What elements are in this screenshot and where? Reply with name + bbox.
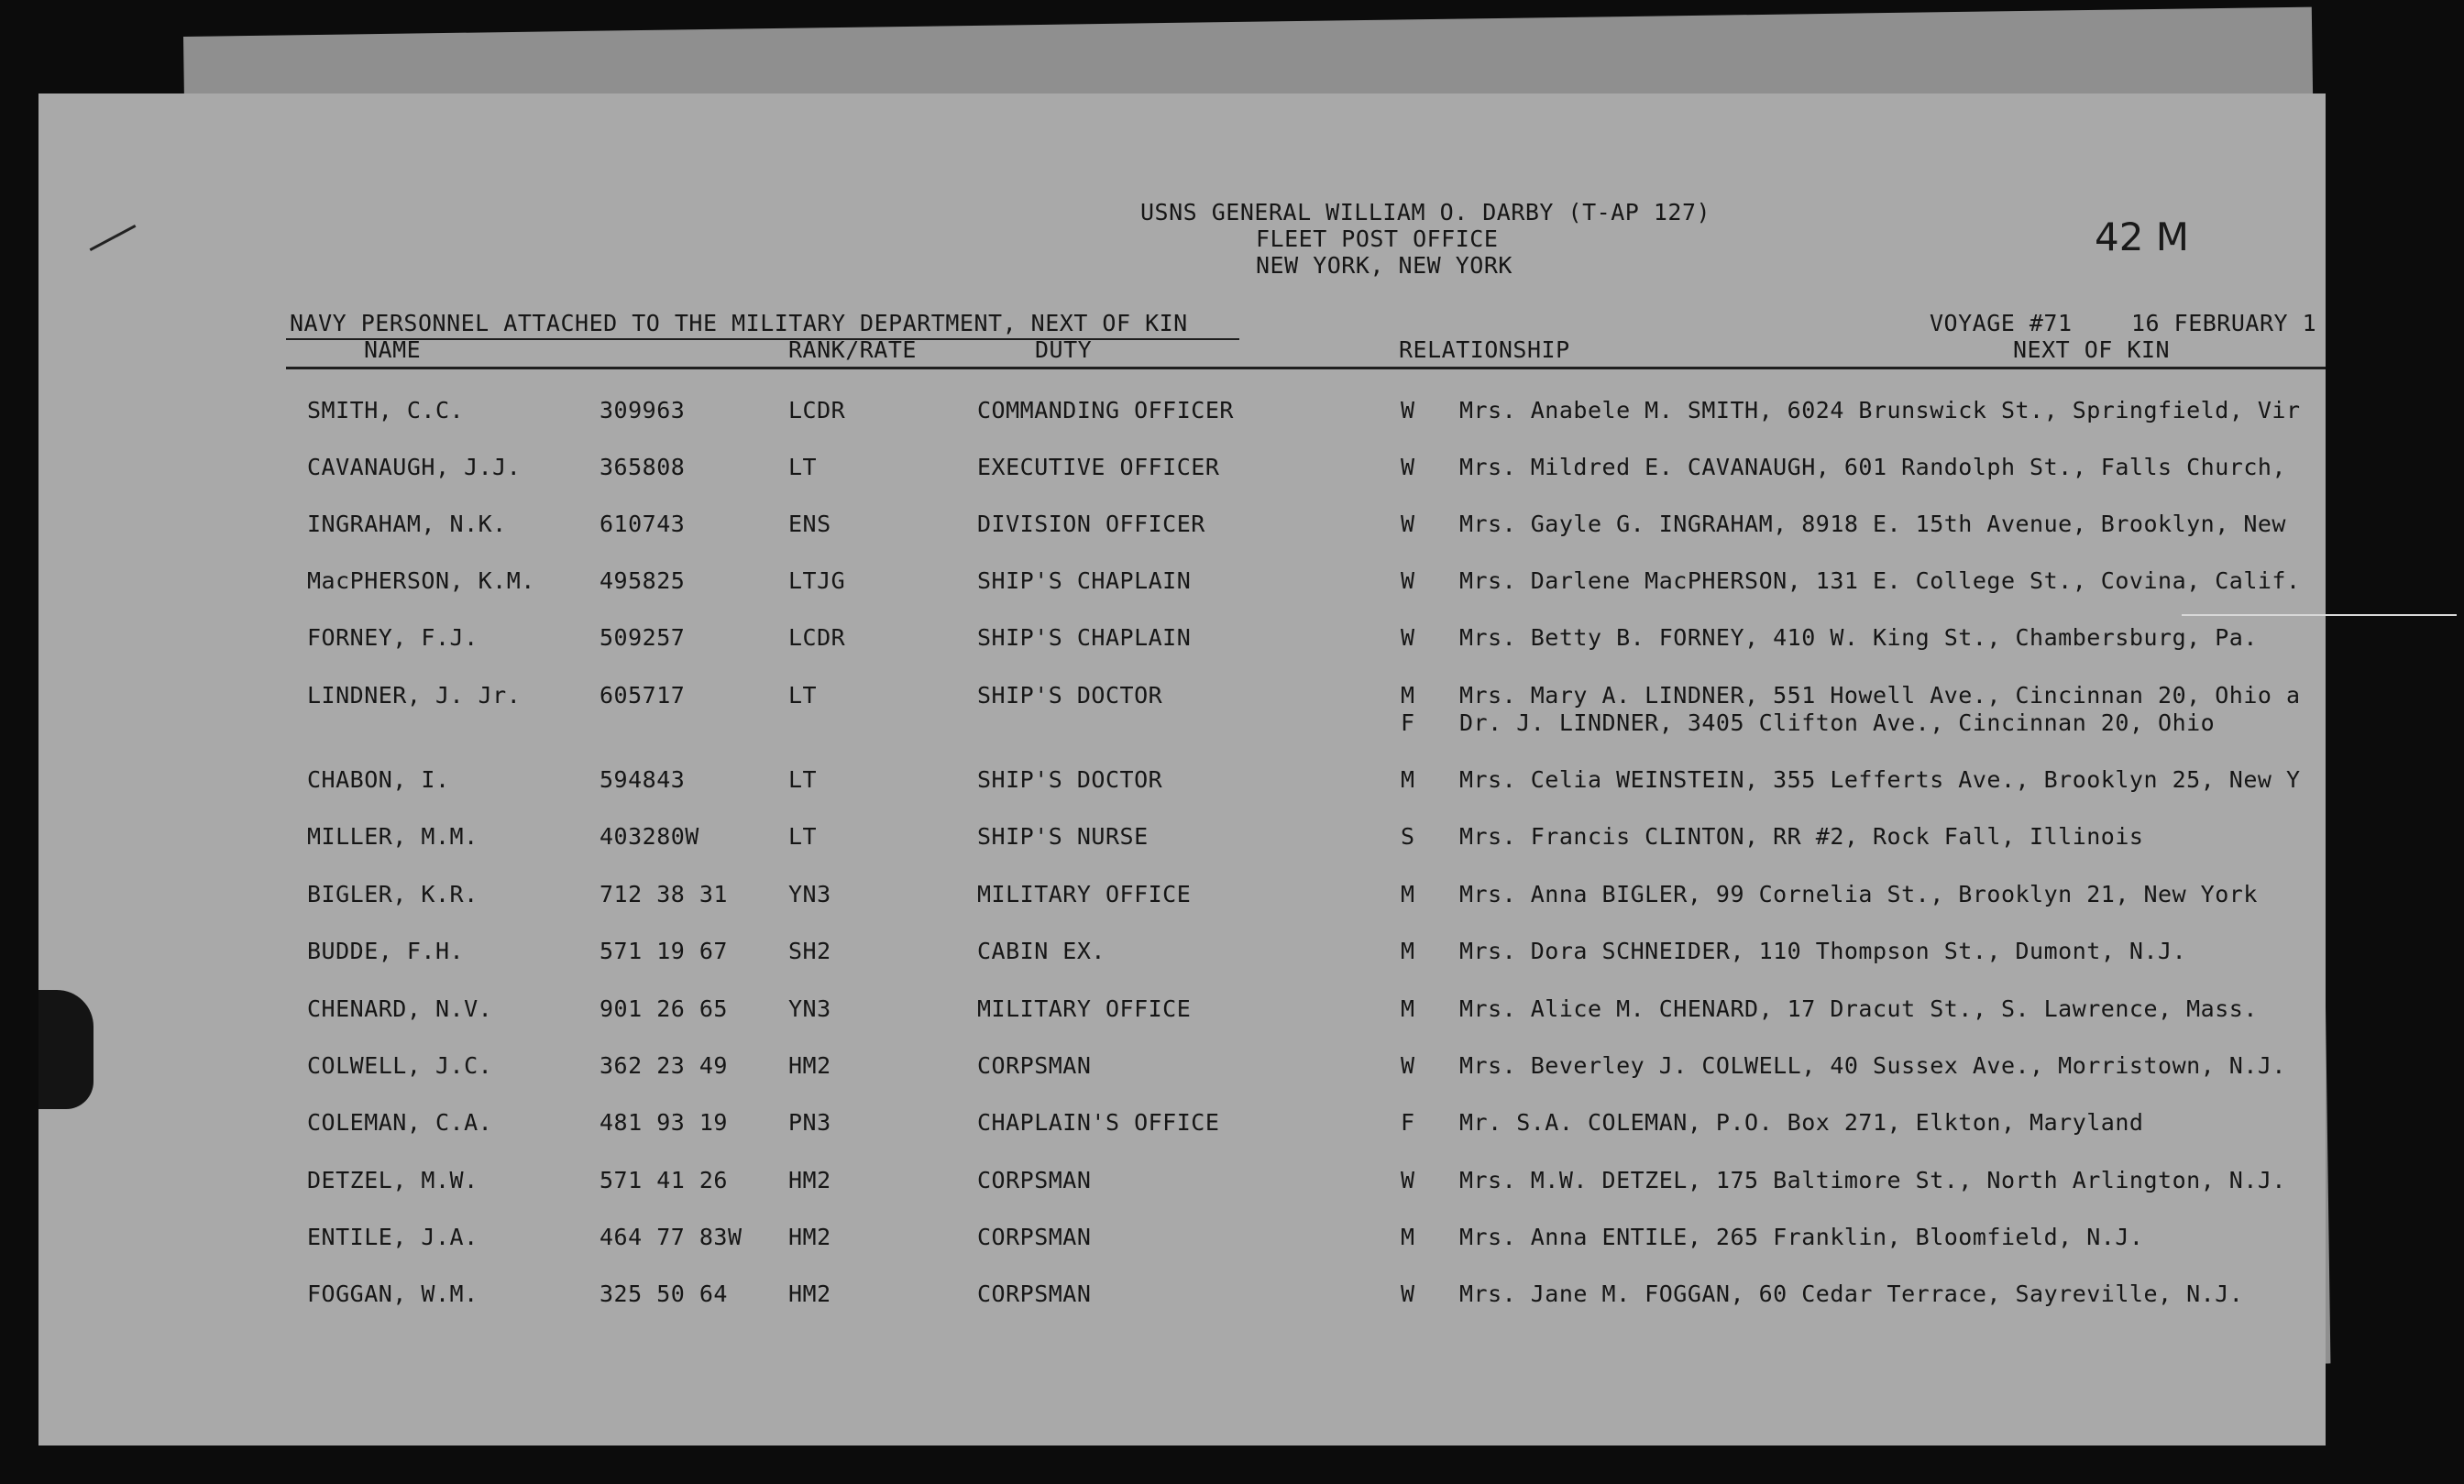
row-name: COLWELL, J.C. [307,1052,493,1079]
row-rank: LCDR [788,397,846,423]
row-name: MILLER, M.M. [307,823,478,850]
list-title: NAVY PERSONNEL ATTACHED TO THE MILITARY DEPARTMENT, NEXT OF KIN [290,310,1188,336]
row-duty: SHIP'S DOCTOR [977,766,1163,793]
paper-crease [2182,614,2457,616]
column-header-relationship: RELATIONSHIP [1399,336,1570,363]
row-service-number: 594843 [600,766,686,793]
title-underline [286,338,1239,340]
row-next-of-kin: Mrs. Anna BIGLER, 99 Cornelia St., Brooklyn 21, New York [1459,881,2258,907]
row-duty: MILITARY OFFICE [977,995,1192,1022]
row-rank: LT [788,823,818,850]
row-service-number: 365808 [600,454,686,480]
row-rank: HM2 [788,1281,831,1307]
row-next-of-kin: Mrs. Darlene MacPHERSON, 131 E. College St., Covina, Calif. [1459,567,2301,594]
voyage-number: VOYAGE #71 [1930,310,2073,336]
row-rank: SH2 [788,938,831,964]
row-relationship: M [1401,881,1415,907]
row-rank: LTJG [788,567,846,594]
row-service-number: 712 38 31 [600,881,728,907]
document-page [38,93,2326,1446]
row-rank: YN3 [788,995,831,1022]
row-next-of-kin: Mrs. M.W. DETZEL, 175 Baltimore St., North Arlington, N.J. [1459,1167,2286,1193]
row-next-of-kin: Mrs. Gayle G. INGRAHAM, 8918 E. 15th Avenue, Brooklyn, New [1459,511,2286,537]
row-next-of-kin: Mrs. Mary A. LINDNER, 551 Howell Ave., Cincinnan 20, Ohio a [1459,682,2301,709]
row-service-number: 901 26 65 [600,995,728,1022]
row-name: FOGGAN, W.M. [307,1281,478,1307]
column-header-rank: RANK/RATE [788,336,917,363]
row-relationship: W [1401,511,1415,537]
post-office: FLEET POST OFFICE [1256,225,1499,252]
row-rank: LT [788,454,818,480]
row-relationship: W [1401,624,1415,651]
page-mark: 42 M [2095,214,2190,259]
binding-shadow [38,990,94,1109]
row-service-number: 464 77 83W [600,1224,742,1250]
row-name: BUDDE, F.H. [307,938,465,964]
row-next-of-kin: Mrs. Celia WEINSTEIN, 355 Lefferts Ave., Brooklyn 25, New Y [1459,766,2301,793]
row-duty: EXECUTIVE OFFICER [977,454,1220,480]
row-service-number: 309963 [600,397,686,423]
row-next-of-kin-secondary: Dr. J. LINDNER, 3405 Clifton Ave., Cincinnan 20, Ohio [1459,709,2216,736]
row-relationship: M [1401,1224,1415,1250]
row-relationship: M [1401,682,1415,709]
row-name: CHENARD, N.V. [307,995,493,1022]
row-duty: MILITARY OFFICE [977,881,1192,907]
row-service-number: 571 41 26 [600,1167,728,1193]
row-service-number: 605717 [600,682,686,709]
row-rank: LT [788,682,818,709]
row-relationship: W [1401,1167,1415,1193]
column-header-duty: DUTY [1035,336,1093,363]
row-duty: SHIP'S CHAPLAIN [977,567,1192,594]
row-name: COLEMAN, C.A. [307,1109,493,1136]
row-duty: DIVISION OFFICER [977,511,1205,537]
column-header-next-of-kin: NEXT OF KIN [2013,336,2171,363]
row-next-of-kin: Mrs. Dora SCHNEIDER, 110 Thompson St., Dumont, N.J. [1459,938,2187,964]
row-relationship: S [1401,823,1415,850]
row-name: CHABON, I. [307,766,450,793]
row-name: INGRAHAM, N.K. [307,511,507,537]
row-relationship: W [1401,1281,1415,1307]
row-service-number: 509257 [600,624,686,651]
row-duty: SHIP'S NURSE [977,823,1149,850]
row-next-of-kin: Mrs. Anabele M. SMITH, 6024 Brunswick St., Springfield, Vir [1459,397,2301,423]
row-relationship: W [1401,1052,1415,1079]
row-rank: ENS [788,511,831,537]
row-next-of-kin: Mrs. Beverley J. COLWELL, 40 Sussex Ave., Morristown, N.J. [1459,1052,2286,1079]
row-next-of-kin: Mrs. Betty B. FORNEY, 410 W. King St., Chambersburg, Pa. [1459,624,2258,651]
row-service-number: 610743 [600,511,686,537]
row-next-of-kin: Mrs. Anna ENTILE, 265 Franklin, Bloomfield, N.J. [1459,1224,2144,1250]
row-rank: LT [788,766,818,793]
row-rank: HM2 [788,1167,831,1193]
row-relationship: W [1401,454,1415,480]
row-relationship-secondary: F [1401,709,1415,736]
row-name: BIGLER, K.R. [307,881,478,907]
row-duty: SHIP'S CHAPLAIN [977,624,1192,651]
row-service-number: 362 23 49 [600,1052,728,1079]
row-name: ENTILE, J.A. [307,1224,478,1250]
row-relationship: M [1401,995,1415,1022]
row-duty: CHAPLAIN'S OFFICE [977,1109,1220,1136]
row-rank: HM2 [788,1224,831,1250]
row-name: DETZEL, M.W. [307,1167,478,1193]
column-header-name: NAME [364,336,422,363]
row-duty: CORPSMAN [977,1167,1092,1193]
row-next-of-kin: Mrs. Mildred E. CAVANAUGH, 601 Randolph St., Falls Church, [1459,454,2286,480]
row-duty: CABIN EX. [977,938,1106,964]
row-relationship: F [1401,1109,1415,1136]
row-next-of-kin: Mrs. Alice M. CHENARD, 17 Dracut St., S. Lawrence, Mass. [1459,995,2258,1022]
row-rank: PN3 [788,1109,831,1136]
row-name: CAVANAUGH, J.J. [307,454,522,480]
row-service-number: 571 19 67 [600,938,728,964]
city: NEW YORK, NEW YORK [1256,252,1512,279]
row-rank: HM2 [788,1052,831,1079]
row-next-of-kin: Mrs. Jane M. FOGGAN, 60 Cedar Terrace, Sayreville, N.J. [1459,1281,2244,1307]
row-service-number: 495825 [600,567,686,594]
row-rank: LCDR [788,624,846,651]
header-rule [286,367,2326,369]
row-relationship: M [1401,938,1415,964]
row-next-of-kin: Mr. S.A. COLEMAN, P.O. Box 271, Elkton, Maryland [1459,1109,2144,1136]
row-relationship: M [1401,766,1415,793]
row-name: MacPHERSON, K.M. [307,567,535,594]
row-duty: CORPSMAN [977,1052,1092,1079]
row-duty: CORPSMAN [977,1281,1092,1307]
ship-name: USNS GENERAL WILLIAM O. DARBY (T-AP 127) [1140,199,1711,225]
row-name: SMITH, C.C. [307,397,465,423]
row-duty: COMMANDING OFFICER [977,397,1234,423]
row-relationship: W [1401,567,1415,594]
list-date: 16 FEBRUARY 1 [2131,310,2317,336]
row-duty: CORPSMAN [977,1224,1092,1250]
row-service-number: 481 93 19 [600,1109,728,1136]
row-name: LINDNER, J. Jr. [307,682,522,709]
row-relationship: W [1401,397,1415,423]
row-service-number: 325 50 64 [600,1281,728,1307]
row-name: FORNEY, F.J. [307,624,478,651]
row-rank: YN3 [788,881,831,907]
row-next-of-kin: Mrs. Francis CLINTON, RR #2, Rock Fall, Illinois [1459,823,2144,850]
row-service-number: 403280W [600,823,699,850]
row-duty: SHIP'S DOCTOR [977,682,1163,709]
